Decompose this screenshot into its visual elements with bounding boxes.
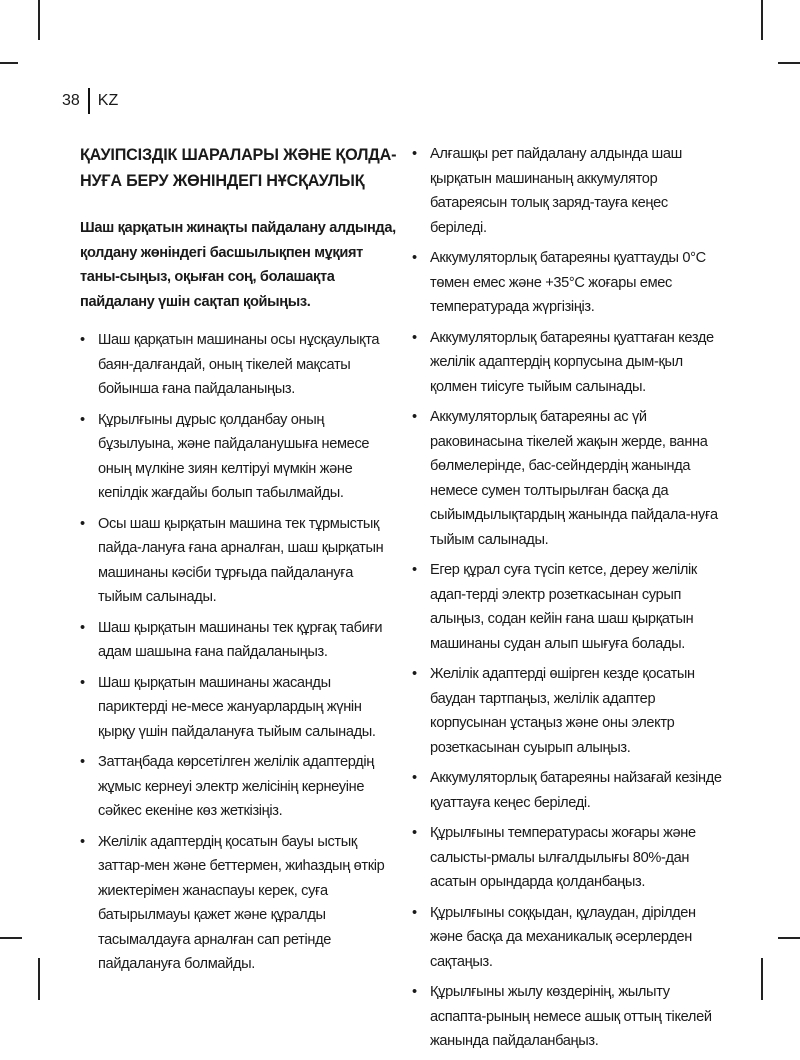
list-item (412, 246, 722, 320)
list-item-text: Шаш қырқатын машинаны жасанды париктерді не-месе жануарлардың жүнін қырқу үшін пайдалануға тыйым салынады. (98, 674, 376, 740)
crop-mark-right-lower (778, 937, 800, 939)
list-item-text: Алғашқы рет пайдалану алдында шаш қырқатын машинаның аккумулятор батареясын толық заряд-тауға кеңес беріледі. (430, 146, 683, 236)
crop-mark-bottom-left (38, 958, 40, 1000)
intro-paragraph: Шаш қарқатын жинақты пайдалану алдында, қолдану жөніндегі басшылықпен мұқият таны-сыңыз, оқыған соң, болашақта пайдалану үшін сақтап қойыңыз. (80, 220, 396, 310)
list-item (80, 328, 400, 402)
bullet-icon: • (80, 833, 85, 850)
section-title-line: НУҒА БЕРУ ЖӨНІНДЕГІ НҰСҚАУЛЫҚ (80, 172, 365, 190)
bullet-icon: • (412, 825, 417, 841)
list-item-text: Аккумуляторлық батареяны қуаттаған кезде желілік адаптердің корпусына дым-қыл қолмен тиісуге тыйым салынады. (430, 329, 714, 395)
bullet-icon: • (80, 332, 85, 348)
list-item (412, 821, 722, 895)
list-item (412, 558, 722, 656)
left-column (80, 142, 400, 983)
bullet-icon: • (80, 754, 85, 770)
list-item-text: Құрылғыны температурасы жоғары және салысты-рмалы ылғалдылығы 80%-дан асатын орындарда қолданбаңыз. (430, 825, 696, 890)
list-item-text: Құрылғыны жылу көздерінің, жылыту аспапта-рының немесе ашық оттың тікелей жанында пайдаланбаңыз. (430, 984, 712, 1049)
list-item (80, 616, 400, 665)
list-item (412, 766, 722, 815)
list-item (412, 662, 722, 760)
bullet-icon: • (412, 250, 417, 266)
bullet-icon: • (412, 904, 417, 921)
right-column (412, 142, 722, 1060)
list-item-text: Құрылғыны соққыдан, құлаудан, дірілден және басқа да механикалық әсерлерден сақтаңыз. (430, 904, 696, 970)
crop-mark-left-lower (0, 937, 22, 939)
crop-mark-top-left (38, 0, 40, 40)
bullet-icon: • (80, 515, 85, 532)
language-code: KZ (97, 92, 119, 109)
crop-mark-right-upper (778, 62, 800, 64)
left-bullet-list (80, 328, 400, 977)
list-item-text: Аккумуляторлық батареяны қуаттауды 0°C төмен емес және +35°C жоғары емес температурада жүргізіңіз. (430, 250, 706, 315)
section-title-line: ҚАУІПСІЗДІК ШАРАЛАРЫ ЖӘНЕ ҚОЛДА- (80, 146, 397, 164)
bullet-icon: • (412, 770, 417, 786)
list-item (412, 326, 722, 400)
bullet-icon: • (80, 619, 85, 636)
list-item-text: Желілік адаптердің қосатын бауы ыстық заттар-мен және беттермен, жиһаздың өткір жиектерімен жанаспауы керек, суға батырылмауы қажет және құралды тасымалдауға арналған сап ретінде пайдалануға болмайды. (98, 833, 385, 972)
bullet-icon: • (80, 411, 85, 428)
section-title (80, 142, 400, 194)
bullet-icon: • (412, 666, 417, 682)
list-item-text: Заттаңбада көрсетілген желілік адаптердің жұмыс кернеуі электр желісінің кернеуіне сәйкес екеніне көз жеткізіңіз. (98, 754, 374, 819)
list-item (412, 405, 722, 552)
list-item (80, 750, 400, 824)
list-item-text: Аккумуляторлық батареяны ас үй раковинасына тікелей жақын жерде, ванна бөлмелерінде, бас-сейндердің жанында немесе сумен толтырылған басқа да сыйымдылықтардың жанында пайдала-нуға тыйым салынады. (430, 409, 718, 548)
list-item-text: Егер құрал суға түсіп кетсе, дереу желілік адап-терді электр розеткасынан сурып алыңыз, содан кейін ғана шаш қырқатын машинаны судан алып шығуға болады. (430, 562, 697, 652)
list-item-text: Аккумуляторлық батареяны найзағай кезінде қуаттауға кеңес беріледі. (430, 770, 722, 811)
list-item-text: Осы шаш қырқатын машина тек тұрмыстық пайда-лануға ғана арналған, шаш қырқатын машинаны кәсіби тұрғыда пайдалануға тыйым салынады. (98, 515, 384, 605)
list-item-text: Желілік адаптерді өшірген кезде қосатын баудан тартпаңыз, желілік адаптер корпусынан ұстаңыз және оны электр розеткасынан суырып алыңыз. (430, 666, 695, 756)
list-item (412, 980, 722, 1054)
list-item (412, 142, 722, 240)
bullet-icon: • (412, 146, 417, 162)
crop-mark-left-upper (0, 62, 18, 64)
page-number: 38 (62, 92, 80, 109)
bullet-icon: • (80, 674, 85, 691)
bullet-icon: • (412, 409, 417, 425)
list-item-text: Құрылғыны дұрыс қолданбау оның бұзылуына, және пайдаланушыға немесе оның мүлкіне зиян келтіруі мүмкін және кепілдік жағдайы болып табылмайды. (98, 411, 370, 501)
list-item (412, 901, 722, 975)
bullet-icon: • (412, 329, 417, 346)
bullet-icon: • (412, 984, 417, 1000)
crop-mark-bottom-right (761, 958, 763, 1000)
list-item (80, 408, 400, 506)
list-item (80, 512, 400, 610)
list-item (80, 671, 400, 745)
crop-mark-top-right (761, 0, 763, 40)
page-header (62, 88, 118, 114)
list-item (80, 830, 400, 977)
list-item-text: Шаш қырқатын машинаны тек құрғақ табиғи адам шашына ғана пайдаланыңыз. (98, 619, 383, 660)
list-item-text: Шаш қарқатын машинаны осы нұсқаулықта баян-далғандай, оның тікелей мақсаты бойынша ғана пайдаланыңыз. (98, 332, 380, 397)
bullet-icon: • (412, 562, 417, 578)
right-bullet-list (412, 142, 722, 1054)
